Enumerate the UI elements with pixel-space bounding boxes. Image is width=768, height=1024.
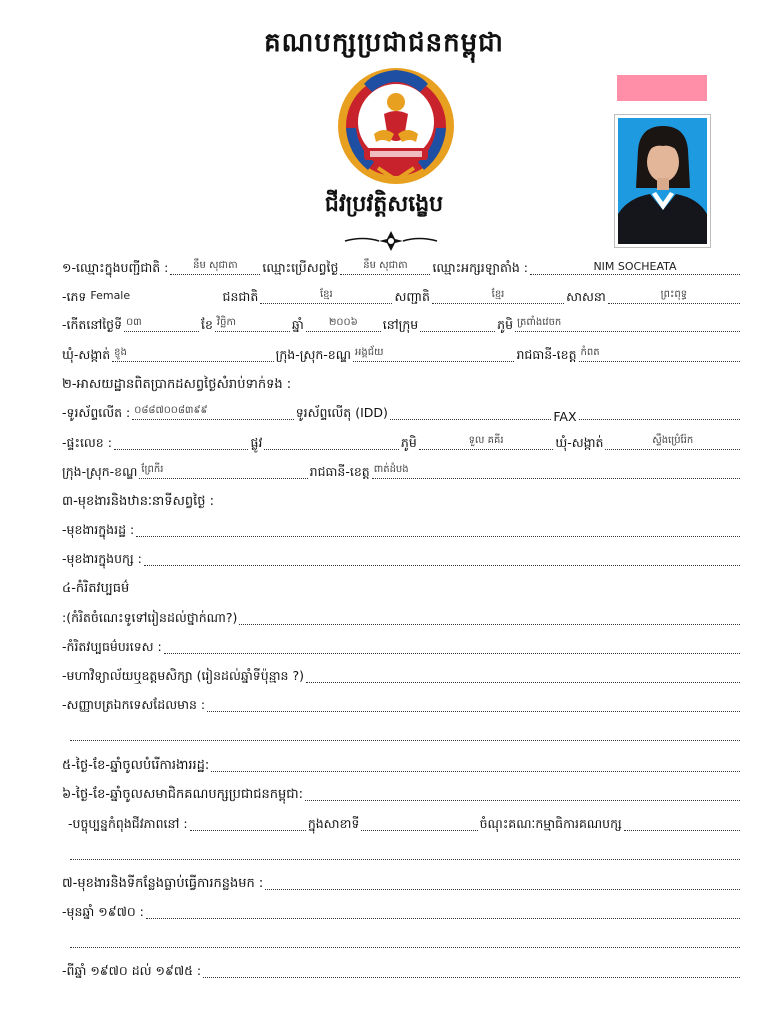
label-fax: FAX [553,409,577,424]
row-birth-location [62,344,742,366]
label-registered-name: ១-ឈ្មោះក្នុងបញ្ជីជាតិ : [62,260,169,275]
label-ethnic: ជនជាតិ [222,289,259,304]
label-state-position: -មុខងារក្នុងរដ្ឋ : [62,522,135,537]
row-birth [62,314,742,336]
field-certificate[interactable] [207,697,740,712]
label-party-position: -មុខងារក្នុងបក្ស : [62,551,142,566]
row-branch-continued [68,842,742,864]
field-religion[interactable]: ព្រះពុទ្ធ [608,289,740,304]
field-fax[interactable] [579,405,740,420]
field-mobile[interactable]: ០៨៨៧០០៨៣៩៩ [132,405,293,420]
label-before-1970: -មុនឆ្នាំ ១៩៧០ : [62,904,144,919]
label-birth-year: ឆ្នាំ [291,317,304,332]
field-branch-line-2[interactable] [70,845,740,860]
field-current-name[interactable]: នឹម សុជាតា [340,260,430,275]
label-party-join-date: ៦-ថ្ងៃ-ខែ-ឆ្នាំចូលសមាជិកគណបក្សប្រជាជនកម្ពុជា: [62,787,304,802]
row-party-join-date [62,783,742,805]
field-university[interactable] [306,668,740,683]
label-certificate: -សញ្ញាបត្រឯកទេសដែលមាន : [62,697,206,712]
label-village: ភូមិ [400,435,417,450]
section-4-heading: ៤-កំរិតវប្បធម៌ [62,581,130,596]
party-emblem-icon [334,64,458,188]
field-party-join-date[interactable] [305,786,740,801]
row-sex-ethnic [62,286,742,308]
field-birth-commune[interactable]: ខ្ញូង [112,347,273,362]
label-mobile: -ទូរស័ព្ទលើត : [62,405,131,420]
field-party-position[interactable] [144,551,740,566]
field-work-history[interactable] [265,875,740,890]
portrait-icon [618,118,707,244]
label-birth-commune: ឃុំ-សង្កាត់ [62,347,111,362]
field-committee[interactable] [624,816,740,831]
label-current-name: ឈ្មោះប្រើសព្វថ្ងៃ [262,260,339,275]
label-work-history: ៧-មុខងារនិងទីកន្លែងធ្លាប់ធ្វើការកន្លងមក : [62,876,264,891]
row-political-education [62,636,742,658]
row-state-position [62,519,742,541]
field-district[interactable]: ព្រែកីរ [139,464,307,479]
label-political-education: -កំរិតវប្បធម៌បរទេស : [62,639,162,654]
field-birth-place[interactable] [420,317,495,332]
label-current-living: -បច្ចុប្បន្នកំពុងជីវភាពនៅ : [68,816,188,831]
field-ethnic[interactable]: ខ្មែរ [260,289,392,304]
label-house-no: -ផ្ទះលេខ : [62,435,112,450]
row-1970-1975 [62,960,742,982]
field-nationality[interactable]: ខ្មែរ [432,289,564,304]
label-latin-name: ឈ្មោះអក្សរឡាតាំង : [432,260,528,275]
section-2-heading: ២-អាសយដ្ឋានពិតប្រាកដសព្វថ្ងៃសំរាប់ទាក់ទង : [62,377,292,392]
field-1970-1975[interactable] [203,963,740,978]
field-sex[interactable]: Female [90,289,131,302]
label-birth-place: នៅក្រុម [382,317,419,332]
field-political-education[interactable] [164,639,740,654]
label-religion: សាសនា [566,289,606,304]
row-general-education [62,607,742,629]
field-latin-name[interactable]: NIM SOCHEATA [530,260,740,275]
field-before-1970-line-2[interactable] [70,933,740,948]
field-village[interactable]: ទួល គគីរ [419,435,554,450]
divider-ornament-icon [343,228,439,254]
row-state-service-date [62,754,742,776]
label-birth-village: ភូមិ [497,317,514,332]
row-names [62,257,742,279]
party-title: គណបក្សប្រជាជនកម្ពុជា [264,28,504,58]
profile-photo [614,114,711,248]
label-sex: -ភេទ [62,289,87,304]
field-birth-day[interactable]: ០៣ [124,317,199,332]
label-commune: ឃុំ-សង្កាត់ [555,435,604,450]
field-before-1970[interactable] [146,904,740,919]
label-district: ក្រុង-ស្រុក-ខណ្ឌ [62,464,138,479]
field-landline[interactable] [390,405,551,420]
row-certificate-continued [68,723,742,745]
row-current-branch [68,813,742,835]
label-branch: ក្នុងសាខាទី [307,816,360,831]
field-birth-month[interactable]: វិច្ឆិកា [215,317,290,332]
label-university: -មហាវិទ្យាល័យឬឧត្តមសិក្សា (រៀនដល់ឆ្នាំទីប៉ុន្មាន ?) [62,668,304,683]
field-birth-district[interactable]: អង្គជ័យ [353,347,514,362]
field-registered-name[interactable]: នឹម សុជាតា [170,260,260,275]
label-1970-1975: -ពីឆ្នាំ ១៩៧០ ដល់ ១៩៧៥ : [62,963,202,978]
label-street: ផ្លូវ [250,435,263,450]
row-district [62,461,742,483]
row-certificate [62,694,742,716]
label-birth-province: រាជធានី-ខេត្ត [516,347,577,362]
row-party-position [62,548,742,570]
label-nationality: សញ្ជាតិ [394,289,430,304]
field-birth-province[interactable]: កំពត [579,347,740,362]
field-house-no[interactable] [114,435,249,450]
label-birth-district: ក្រុង-ស្រុក-ខណ្ឌ [275,347,351,362]
row-house [62,432,742,454]
label-province: រាជធានី-ខេត្ត [309,464,370,479]
label-committee: ចំណុះគណៈកម្មាធិការគណបក្ស [479,816,622,831]
field-commune[interactable]: ស្ទឹងប្រេំរ៉ែក [605,435,740,450]
label-birth-month: ខែ [201,317,213,332]
field-state-service-date[interactable] [211,757,740,772]
label-state-service-date: ៥-ថ្ងៃ-ខែ-ឆ្នាំចូលបំរើការងាររដ្ឋ: [62,758,210,773]
biography-subtitle: ជីវប្រវត្តិសង្ខេប [324,191,444,217]
field-birth-village[interactable]: ត្រពាំងវេចក [515,317,740,332]
field-certificate-line-2[interactable] [70,726,740,741]
highlight-box [617,75,707,101]
field-state-position[interactable] [136,522,740,537]
row-work-history [62,872,742,894]
field-birth-year[interactable]: ២០០៦ [306,317,381,332]
label-general-education: :(កំរិតចំណេះទូទៅរៀនដល់ថ្នាក់ណា?) [62,610,238,625]
row-phone [62,402,742,424]
field-general-education[interactable] [239,610,740,625]
row-before-1970 [62,901,742,923]
field-branch[interactable] [361,816,477,831]
label-landline: ទូរស័ព្ទលើតុ (IDD) [295,405,388,420]
field-province[interactable]: ពាត់ដំបង [372,464,740,479]
row-university [62,665,742,687]
field-street[interactable] [264,435,399,450]
field-current-living[interactable] [190,816,306,831]
row-before-1970-continued [68,930,742,952]
section-3-heading: ៣-មុខងារនិងឋានៈនាទីសព្វថ្ងៃ : [62,494,215,509]
label-birth-day: -កើតនៅថ្ងៃទី [62,317,123,332]
